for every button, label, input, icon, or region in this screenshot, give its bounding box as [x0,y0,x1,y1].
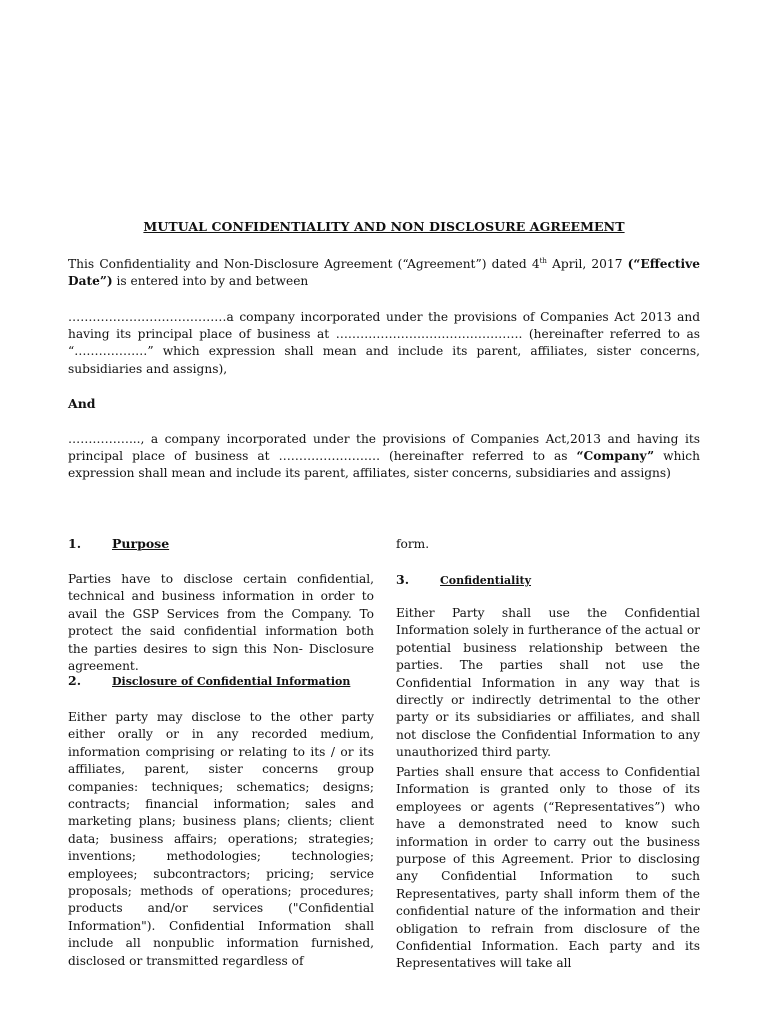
section-3-body-1: Either Party shall use the Confidential Information solely in furtherance of the actual or potential business relationship between the parties. The parties shall not use the Confidential Information in any way that is directly or indirectly detrimental to the other party or its subsidiaries or affiliates, and shall not disclose the Confidential Information to any unauthorized third party. [396,606,700,760]
section-2-heading [68,673,350,688]
section-1-heading [68,536,169,551]
intro-paragraph [68,256,700,290]
party2-text-a: ……………..., a company incorporated under the provisions of Companies Act,2013 and having its principal place of business at ……………………. (hereinafter referred to as [68,432,700,464]
section-3-body-2: Parties shall ensure that access to Confidential Information is granted only to those of its employees or agents (“Representatives”) who have a demonstrated need to know such information in order to carry out the business purpose of this Agreement. Prior to disclosing any Confidential Information to such Representatives, party shall inform them of the confidential nature of the information and their obligation to refrain from disclosure of the Confidential Information. Each party and its Representatives will take all [396,765,700,971]
party2-text-b: which expression shall mean and include its parent, affiliates, sister concerns, subsidiaries and assigns) [68,449,700,481]
section-1-body: Parties have to disclose certain confidential, technical and business information in order to avail the GSP Services from the Company. To protect the said confidential information both the parties desires to sign this Non- Disclosure agreement. [68,572,374,674]
section-3-title: Confidentiality [440,574,531,587]
section-3-number: 3. [396,572,410,587]
effective-date-label: (“Effective Date”) [68,257,700,289]
section-1-number: 1. [68,536,82,551]
intro-text-c: is entered into by and between [112,274,309,289]
section-3-heading [396,572,531,587]
intro-text-a: This Confidentiality and Non-Disclosure Agreement (“Agreement”) dated 4 [68,257,540,271]
document-title: MUTUAL CONFIDENTIALITY AND NON DISCLOSURE AGREEMENT [143,219,625,234]
and-label: And [68,396,96,411]
section-2-continued: form. [396,537,430,551]
party2-paragraph [68,431,700,483]
intro-text-b: April, 2017 [546,257,628,271]
section-1-title: Purpose [112,536,170,551]
party1-paragraph: …………………………………a company incorporated under the provisions of Companies Act 2013 and having its principal place of business at ………………………………………. (hereinafter referred to as “………………” which expression shall mean and include its parent, affiliates, sister concerns, subsidiaries and assigns), [68,310,700,376]
company-label: “Company” [576,449,655,464]
section-2-number: 2. [68,673,82,688]
intro-sup: th [539,256,547,265]
section-2-title: Disclosure of Confidential Information [112,675,351,688]
section-2-body: Either party may disclose to the other party either orally or in any recorded medium, information comprising or relating to its / or its affiliates, parent, sister concerns group companies: techniques; schematics; designs; contracts; financial information; sales and marketing plans; business plans; clients; client data; business affairs; operations; strategies; inventions; methodologies; technologies; employees; subcontractors; pricing; service proposals; methods of operations; procedures; products and/or services ("Confidential Information"). Confidential Information shall include all nonpublic information furnished, disclosed or transmitted regardless of [68,710,374,968]
